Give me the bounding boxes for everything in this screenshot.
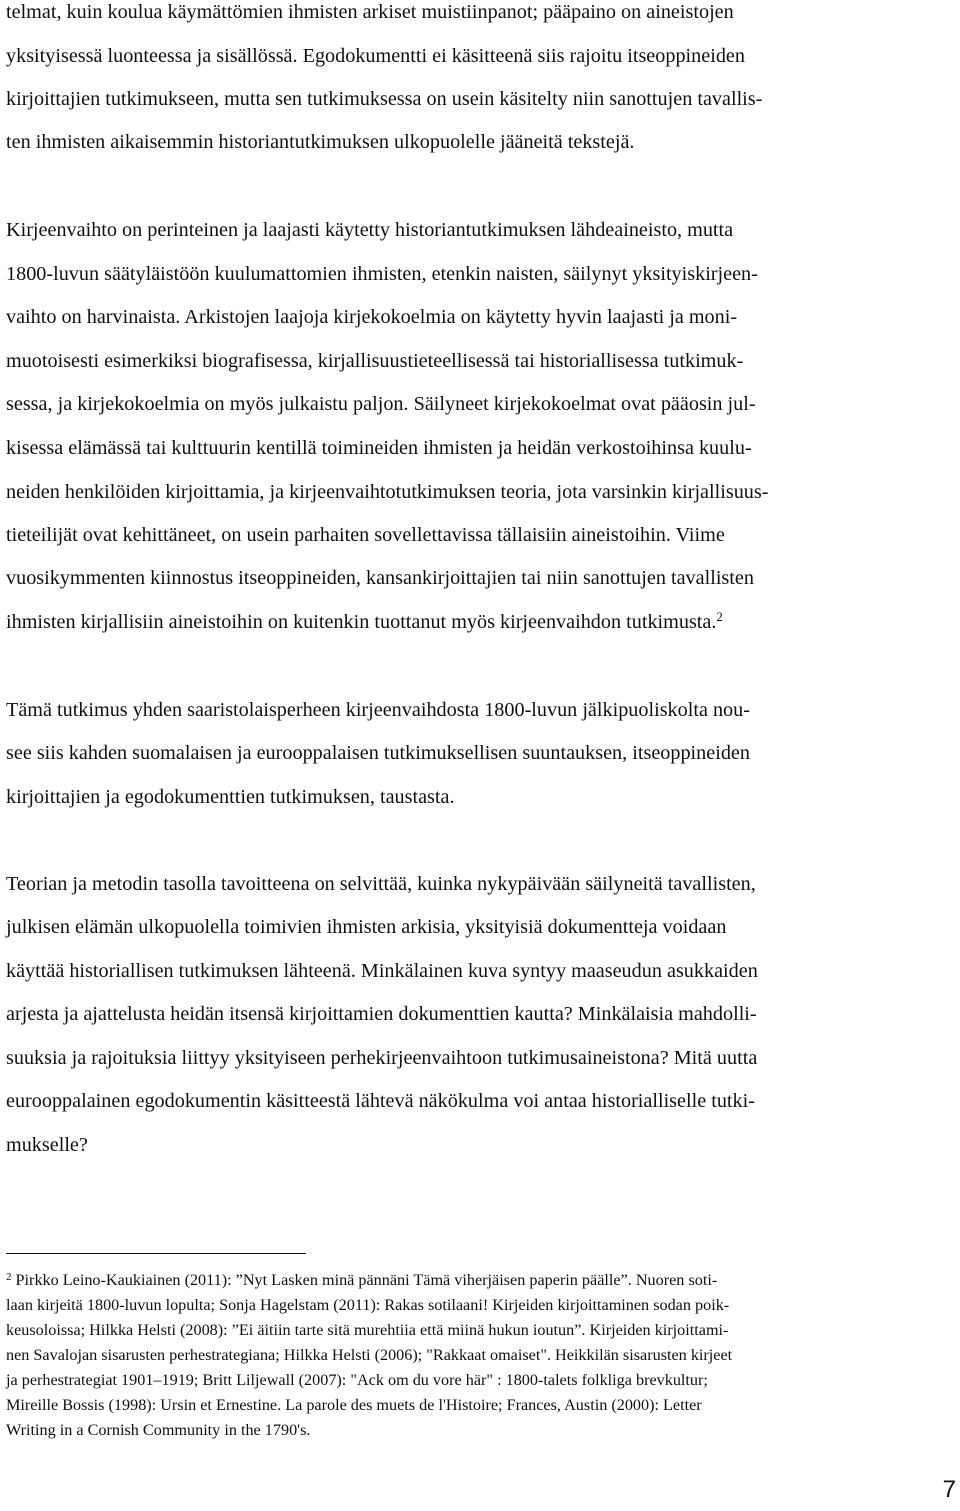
footnote-line: nen Savalojan sisarusten perhestrategiana; Hilkka Helsti (2006); "Rakkaat omaiset". Heikkilän sisarusten kirjeet: [6, 1346, 733, 1364]
text-line: see siis kahden suomalaisen ja eurooppalaisen tutkimuksellisen suuntauksen, itseoppineiden: [6, 742, 750, 764]
text-line: Kirjeenvaihto on perinteinen ja laajasti käytetty historiantutkimuksen lähdeaineisto, mutta: [6, 219, 734, 241]
text-line: suuksia ja rajoituksia liittyy yksityiseen perhekirjeenvaihtoon tutkimusaineistona? Mitä uutta: [6, 1047, 758, 1069]
text-line: eurooppalainen egodokumentin käsitteestä lähtevä näkökulma voi antaa historialliselle tutki-: [6, 1090, 755, 1112]
text-line: sessa, ja kirjekokoelmia on myös julkaistu paljon. Säilyneet kirjekokoelmat ovat pääosin jul-: [6, 393, 756, 415]
text-line: neiden henkilöiden kirjoittamia, ja kirjeenvaihtotutkimuksen teoria, jota varsinkin kirjallisuus-: [6, 481, 769, 503]
footnote-separator: [6, 1253, 306, 1254]
text-line: Tämä tutkimus yhden saaristolaisperheen kirjeenvaihdosta 1800-luvun jälkipuoliskolta nou-: [6, 699, 750, 721]
text-line: ten ihmisten aikaisemmin historiantutkimuksen ulkopuolelle jääneitä tekstejä.: [6, 131, 635, 153]
text-line: arjesta ja ajattelusta heidän itsensä kirjoittamien dokumenttien kautta? Minkälaisia mahdolli-: [6, 1003, 757, 1025]
footnote-line: Mireille Bossis (1998): Ursin et Ernestine. La parole des muets de l'Histoire; Frances, Austin (2000): Letter: [6, 1396, 702, 1414]
text-line: kirjoittajien tutkimukseen, mutta sen tutkimuksessa on usein käsitelty niin sanottujen tavallis-: [6, 88, 763, 110]
text-line: 1800-luvun säätyläistöön kuulumattomien ihmisten, etenkin naisten, säilynyt yksityiskirjeen-: [6, 263, 758, 285]
text-line: Teorian ja metodin tasolla tavoitteena on selvittää, kuinka nykypäivään säilyneitä tavallisten,: [6, 873, 756, 895]
text-line: käyttää historiallisen tutkimuksen lähteenä. Minkälainen kuva syntyy maaseudun asukkaiden: [6, 960, 758, 982]
footnote-line: Writing in a Cornish Community in the 1790's.: [6, 1421, 311, 1439]
text-line: vaihto on harvinaista. Arkistojen laajoja kirjekokoelmia on käytetty hyvin laajasti ja moni-: [6, 306, 738, 328]
footnote-line-content: Pirkko Leino-Kaukiainen (2011): ”Nyt Lasken minä pännäni Tämä viherjäisen paperin päälle”. Nuoren soti-: [15, 1271, 718, 1289]
footnote-line: keusoloissa; Hilkka Helsti (2008): ”Ei äitiin tarte sitä murehtiia että miinä hukun ioutun”. Kirjeiden kirjoittami-: [6, 1321, 729, 1339]
text-line: tieteilijät ovat kehittäneet, on usein parhaiten sovellettavissa tällaisiin aineistoihin. Viime: [6, 524, 725, 546]
text-line: kisessa elämässä tai kulttuurin kentillä toimineiden ihmisten ja heidän verkostoihinsa kuulu-: [6, 437, 752, 459]
footnote-line: ja perhestrategiat 1901–1919; Britt Liljewall (2007): "Ack om du vore här" : 1800-talets folkliga brevkultur;: [6, 1371, 708, 1389]
footnote-reference[interactable]: 2: [716, 609, 723, 624]
text-line: kirjoittajien ja egodokumenttien tutkimuksen, taustasta.: [6, 786, 455, 808]
text-line: vuosikymmenten kiinnostus itseoppineiden, kansankirjoittajien tai niin sanottujen tavallisten: [6, 567, 754, 589]
text-line: muotoisesti esimerkiksi biografisessa, kirjallisuustieteellisessä tai historiallisessa tutkimuk-: [6, 350, 744, 372]
text-line: mukselle?: [6, 1134, 88, 1156]
text-line: yksityisessä luonteessa ja sisällössä. Egodokumentti ei käsitteenä siis rajoitu itseoppineiden: [6, 45, 745, 67]
footnote-line: laan kirjeitä 1800-luvun lopulta; Sonja Hagelstam (2011): Rakas sotilaani! Kirjeiden kirjoittaminen sodan poik-: [6, 1296, 730, 1314]
text-line-content: ihmisten kirjallisiin aineistoihin on kuitenkin tuottanut myös kirjeenvaihdon tutkimusta.: [6, 611, 717, 633]
text-line: telmat, kuin koulua käymättömien ihmisten arkiset muistiinpanot; pääpaino on aineistojen: [6, 1, 734, 23]
text-line: [6, 610, 723, 634]
page-number: 7: [942, 1476, 956, 1503]
footnote-line: [6, 1270, 717, 1290]
text-line: julkisen elämän ulkopuolella toimivien ihmisten arkisia, yksityisiä dokumentteja voidaan: [6, 916, 727, 938]
footnote-number: 2: [6, 1271, 12, 1283]
